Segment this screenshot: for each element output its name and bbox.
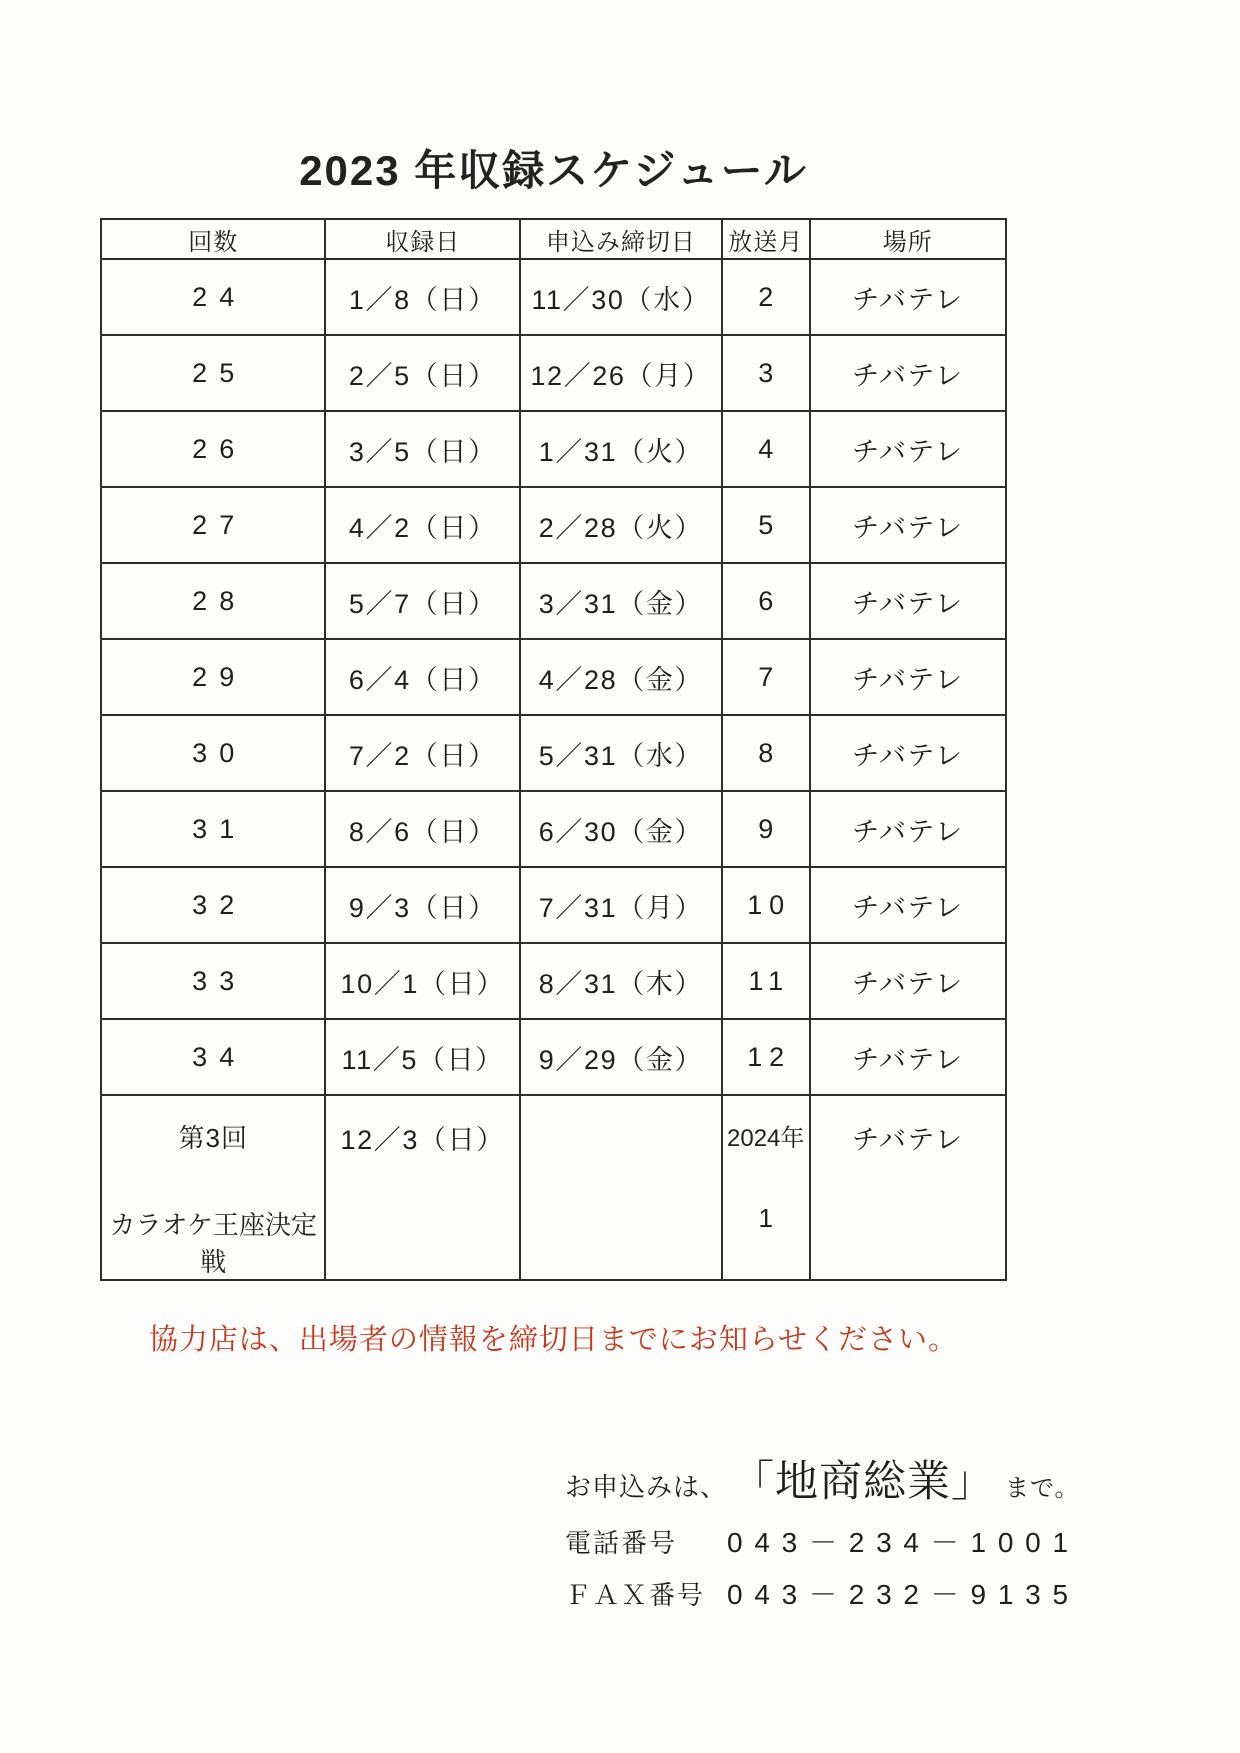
cell-place: チバテレ xyxy=(810,487,1006,563)
cell-broadcast-month: 8 xyxy=(722,715,810,791)
cell-no: 28 xyxy=(101,563,325,639)
cell-broadcast-month: 9 xyxy=(722,791,810,867)
cell-no: 27 xyxy=(101,487,325,563)
cell-recording-date: 8／6（日） xyxy=(325,791,520,867)
cell-deadline: 1／31（火） xyxy=(520,411,722,487)
cell-broadcast-month: 12 xyxy=(722,1019,810,1095)
cell-deadline: 4／28（金） xyxy=(520,639,722,715)
cell-deadline: 6／30（金） xyxy=(520,791,722,867)
cell-recording-date: 7／2（日） xyxy=(325,715,520,791)
cell-deadline: 12／26（月） xyxy=(520,335,722,411)
header-shimekiri: 申込み締切日 xyxy=(520,219,722,259)
cell-deadline xyxy=(520,1095,722,1280)
table-row xyxy=(101,715,1006,791)
phone-row xyxy=(565,1521,1085,1561)
cell-no: 24 xyxy=(101,259,325,335)
cell-place: チバテレ xyxy=(810,639,1006,715)
cell-place: チバテレ xyxy=(810,943,1006,1019)
cell-deadline: 7／31（月） xyxy=(520,867,722,943)
cell-place: チバテレ xyxy=(810,335,1006,411)
cell-no: 29 xyxy=(101,639,325,715)
cell-deadline: 5／31（水） xyxy=(520,715,722,791)
cell-broadcast-month: 6 xyxy=(722,563,810,639)
cell-recording-date: 1／8（日） xyxy=(325,259,520,335)
cell-broadcast-month xyxy=(722,1095,810,1280)
header-basho: 場所 xyxy=(810,219,1006,259)
cell-no: 31 xyxy=(101,791,325,867)
phone-label: 電話番号 xyxy=(565,1528,678,1558)
fax-number: 043－232－9135 xyxy=(727,1579,1080,1610)
table-row xyxy=(101,639,1006,715)
final-broadcast-month: 1 xyxy=(758,1203,773,1233)
table-row xyxy=(101,563,1006,639)
cell-no: 33 xyxy=(101,943,325,1019)
cell-deadline: 3／31（金） xyxy=(520,563,722,639)
cell-place: チバテレ xyxy=(810,715,1006,791)
final-event-label: カラオケ王座決定戦 xyxy=(109,1210,317,1277)
cell-recording-date: 2／5（日） xyxy=(325,335,520,411)
cell-recording-date: 9／3（日） xyxy=(325,867,520,943)
header-shurokubi: 収録日 xyxy=(325,219,520,259)
phone-number: 043－234－1001 xyxy=(727,1527,1080,1558)
fax-row xyxy=(565,1573,1085,1613)
cell-place: チバテレ xyxy=(810,1019,1006,1095)
table-row xyxy=(101,487,1006,563)
table-row xyxy=(101,259,1006,335)
apply-suffix: まで。 xyxy=(1005,1475,1080,1502)
header-kaisu: 回数 xyxy=(101,219,325,259)
cell-recording-date: 10／1（日） xyxy=(325,943,520,1019)
table-row xyxy=(101,867,1006,943)
table-row xyxy=(101,335,1006,411)
apply-prefix: お申込みは、 xyxy=(565,1472,728,1502)
cell-no: 32 xyxy=(101,867,325,943)
cell-broadcast-month: 3 xyxy=(722,335,810,411)
final-broadcast-year: 2024年 xyxy=(727,1125,805,1152)
fax-label: ＦＡＸ番号 xyxy=(565,1580,706,1610)
cell-broadcast-month: 11 xyxy=(722,943,810,1019)
cell-deadline: 11／30（水） xyxy=(520,259,722,335)
cell-no: 34 xyxy=(101,1019,325,1095)
cell-no: 30 xyxy=(101,715,325,791)
deadline-note: 協力店は、出場者の情報を締切日までにお知らせください。 xyxy=(148,1324,959,1356)
cell-recording-date: 5／7（日） xyxy=(325,563,520,639)
cell-broadcast-month: 5 xyxy=(722,487,810,563)
schedule-table xyxy=(100,218,1007,1281)
cell-recording-date: 4／2（日） xyxy=(325,487,520,563)
table-row xyxy=(101,1019,1006,1095)
cell-recording-date: 12／3（日） xyxy=(325,1095,520,1280)
table-row xyxy=(101,943,1006,1019)
final-round-label: 第3回 xyxy=(178,1123,248,1153)
cell-broadcast-month: 2 xyxy=(722,259,810,335)
cell-place: チバテレ xyxy=(810,563,1006,639)
cell-deadline: 8／31（木） xyxy=(520,943,722,1019)
cell-broadcast-month: 7 xyxy=(722,639,810,715)
cell-place: チバテレ xyxy=(810,791,1006,867)
cell-recording-date: 11／5（日） xyxy=(325,1019,520,1095)
table-header-row xyxy=(101,219,1006,259)
page-title: 2023 年収録スケジュール xyxy=(299,147,808,194)
cell-broadcast-month: 10 xyxy=(722,867,810,943)
cell-recording-date: 3／5（日） xyxy=(325,411,520,487)
cell-deadline: 9／29（金） xyxy=(520,1019,722,1095)
cell-recording-date: 6／4（日） xyxy=(325,639,520,715)
cell-no: 26 xyxy=(101,411,325,487)
company-name: 「地商総業」 xyxy=(731,1458,996,1506)
cell-place: チバテレ xyxy=(810,1095,1006,1280)
cell-broadcast-month: 4 xyxy=(722,411,810,487)
cell-no xyxy=(101,1095,325,1280)
cell-no: 25 xyxy=(101,335,325,411)
cell-place: チバテレ xyxy=(810,867,1006,943)
cell-place: チバテレ xyxy=(810,411,1006,487)
table-row xyxy=(101,791,1006,867)
table-row-karaoke-final xyxy=(101,1095,1006,1280)
cell-place: チバテレ xyxy=(810,259,1006,335)
apply-line xyxy=(565,1448,1085,1509)
table-row xyxy=(101,411,1006,487)
cell-deadline: 2／28（火） xyxy=(520,487,722,563)
contact-block xyxy=(565,1448,1085,1613)
header-hosogetsu: 放送月 xyxy=(722,219,810,259)
